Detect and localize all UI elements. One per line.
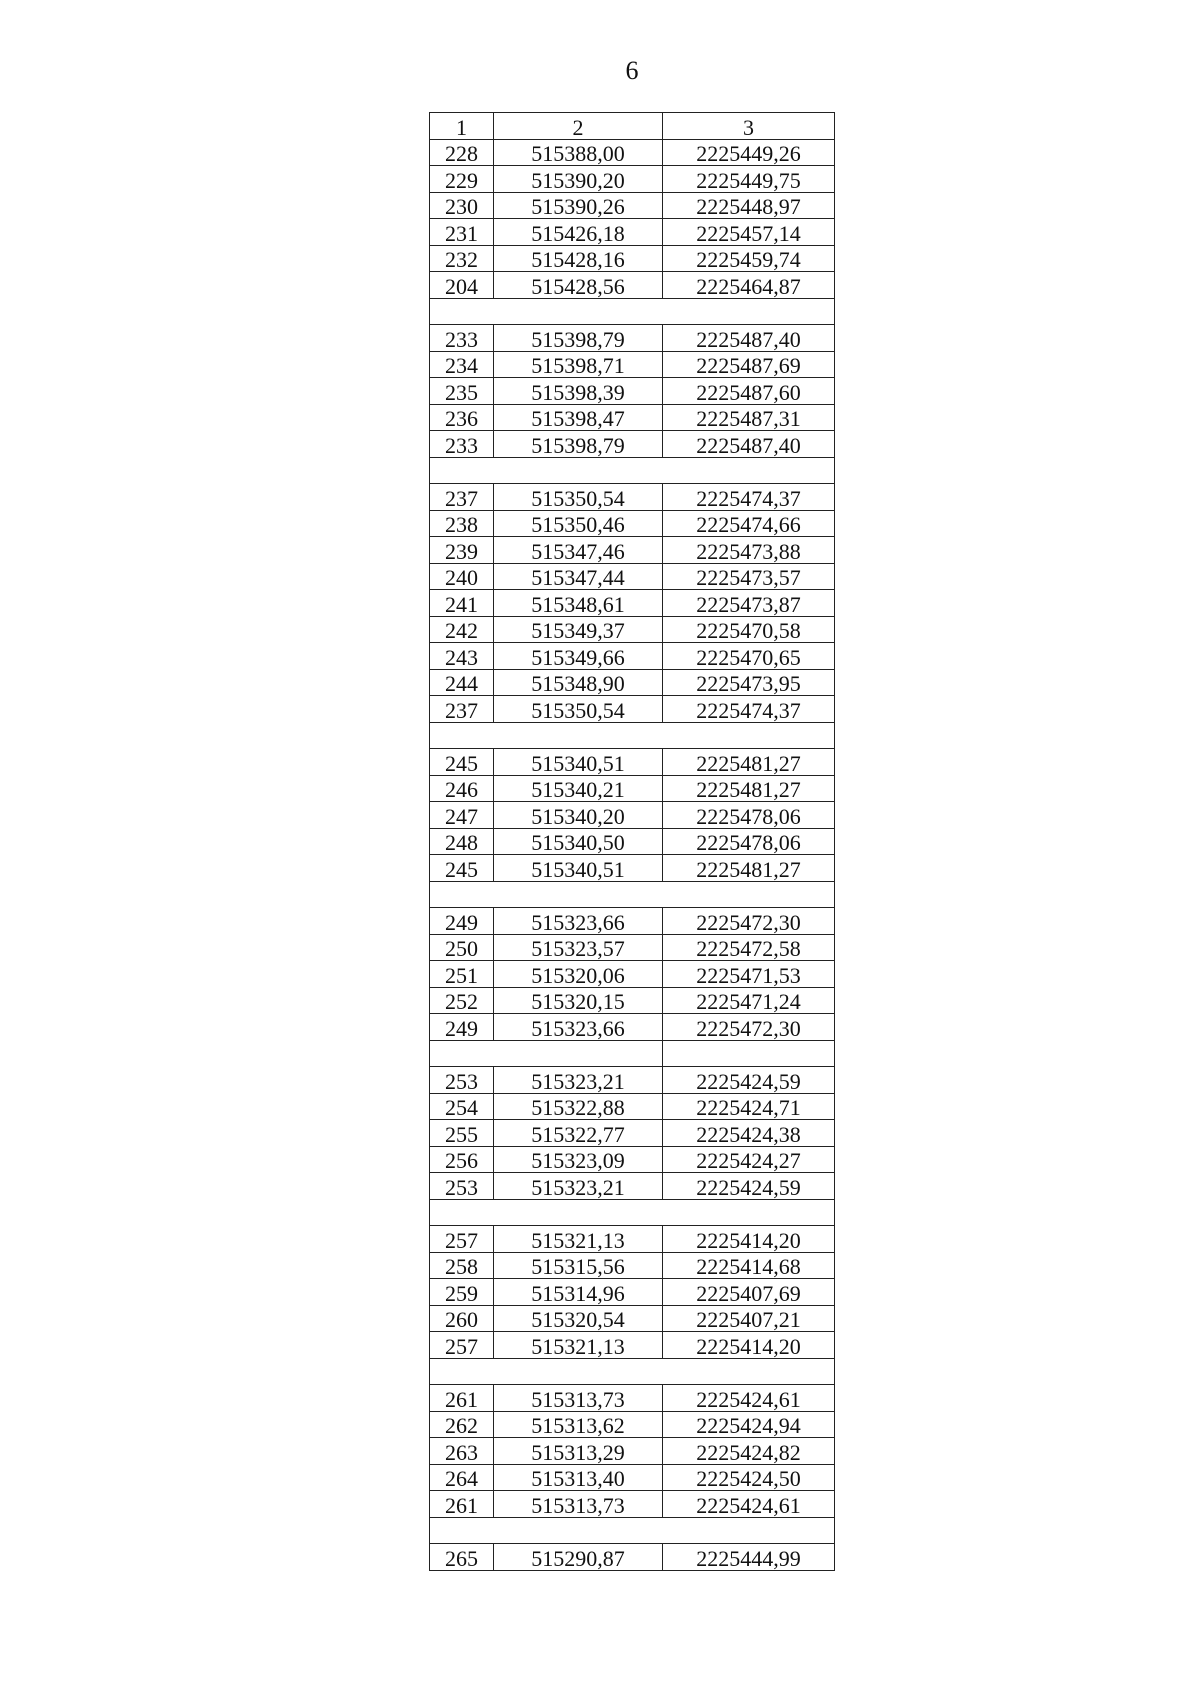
point-number-cell: 204 bbox=[430, 272, 494, 299]
table-row bbox=[430, 378, 835, 405]
y-coordinate-cell: 2225424,59 bbox=[663, 1067, 835, 1094]
y-coordinate-cell: 2225414,68 bbox=[663, 1252, 835, 1279]
y-coordinate-cell: 2225481,27 bbox=[663, 855, 835, 882]
separator-row bbox=[430, 457, 835, 484]
point-number-cell: 235 bbox=[430, 378, 494, 405]
table-row bbox=[430, 139, 835, 166]
y-coordinate-cell: 2225473,95 bbox=[663, 669, 835, 696]
point-number-cell: 261 bbox=[430, 1491, 494, 1518]
header-col-2: 2 bbox=[494, 113, 663, 140]
table-row bbox=[430, 1544, 835, 1571]
x-coordinate-cell: 515398,79 bbox=[494, 431, 663, 458]
table-row bbox=[430, 1411, 835, 1438]
table-row bbox=[430, 987, 835, 1014]
table-row bbox=[430, 192, 835, 219]
point-number-cell: 228 bbox=[430, 139, 494, 166]
table-row bbox=[430, 775, 835, 802]
table-row bbox=[430, 1279, 835, 1306]
point-number-cell: 246 bbox=[430, 775, 494, 802]
point-number-cell: 233 bbox=[430, 325, 494, 352]
x-coordinate-cell: 515323,21 bbox=[494, 1067, 663, 1094]
point-number-cell: 240 bbox=[430, 563, 494, 590]
x-coordinate-cell: 515323,09 bbox=[494, 1146, 663, 1173]
x-coordinate-cell: 515321,13 bbox=[494, 1332, 663, 1359]
separator-cell bbox=[430, 722, 835, 749]
point-number-cell: 229 bbox=[430, 166, 494, 193]
point-number-cell: 257 bbox=[430, 1226, 494, 1253]
point-number-cell: 262 bbox=[430, 1411, 494, 1438]
point-number-cell: 245 bbox=[430, 855, 494, 882]
point-number-cell: 259 bbox=[430, 1279, 494, 1306]
x-coordinate-cell: 515348,61 bbox=[494, 590, 663, 617]
table-row bbox=[430, 1120, 835, 1147]
x-coordinate-cell: 515340,51 bbox=[494, 855, 663, 882]
y-coordinate-cell: 2225444,99 bbox=[663, 1544, 835, 1571]
x-coordinate-cell: 515398,79 bbox=[494, 325, 663, 352]
table-row bbox=[430, 537, 835, 564]
table-row bbox=[430, 166, 835, 193]
point-number-cell: 237 bbox=[430, 696, 494, 723]
x-coordinate-cell: 515347,44 bbox=[494, 563, 663, 590]
x-coordinate-cell: 515323,66 bbox=[494, 908, 663, 935]
table-row bbox=[430, 431, 835, 458]
x-coordinate-cell: 515313,40 bbox=[494, 1464, 663, 1491]
x-coordinate-cell: 515340,21 bbox=[494, 775, 663, 802]
separator-cell bbox=[430, 1358, 835, 1385]
x-coordinate-cell: 515314,96 bbox=[494, 1279, 663, 1306]
y-coordinate-cell: 2225424,38 bbox=[663, 1120, 835, 1147]
point-number-cell: 256 bbox=[430, 1146, 494, 1173]
point-number-cell: 248 bbox=[430, 828, 494, 855]
y-coordinate-cell: 2225474,37 bbox=[663, 484, 835, 511]
x-coordinate-cell: 515323,57 bbox=[494, 934, 663, 961]
separator-row bbox=[430, 298, 835, 325]
y-coordinate-cell: 2225459,74 bbox=[663, 245, 835, 272]
y-coordinate-cell: 2225470,65 bbox=[663, 643, 835, 670]
table-row bbox=[430, 616, 835, 643]
y-coordinate-cell: 2225449,26 bbox=[663, 139, 835, 166]
page-number: 6 bbox=[625, 56, 639, 85]
table-row bbox=[430, 325, 835, 352]
separator-row bbox=[430, 1358, 835, 1385]
table-row bbox=[430, 404, 835, 431]
table-row bbox=[430, 1067, 835, 1094]
table-row bbox=[430, 219, 835, 246]
table-body bbox=[430, 139, 835, 1570]
x-coordinate-cell: 515313,62 bbox=[494, 1411, 663, 1438]
point-number-cell: 249 bbox=[430, 908, 494, 935]
point-number-cell: 247 bbox=[430, 802, 494, 829]
x-coordinate-cell: 515322,77 bbox=[494, 1120, 663, 1147]
x-coordinate-cell: 515315,56 bbox=[494, 1252, 663, 1279]
table-row bbox=[430, 510, 835, 537]
table-row bbox=[430, 1464, 835, 1491]
y-coordinate-cell: 2225449,75 bbox=[663, 166, 835, 193]
point-number-cell: 265 bbox=[430, 1544, 494, 1571]
y-coordinate-cell: 2225471,24 bbox=[663, 987, 835, 1014]
table-row bbox=[430, 749, 835, 776]
x-coordinate-cell: 515350,54 bbox=[494, 696, 663, 723]
table-row bbox=[430, 1252, 835, 1279]
table-row bbox=[430, 1146, 835, 1173]
separator-row bbox=[430, 1040, 835, 1067]
y-coordinate-cell: 2225487,31 bbox=[663, 404, 835, 431]
y-coordinate-cell: 2225464,87 bbox=[663, 272, 835, 299]
point-number-cell: 258 bbox=[430, 1252, 494, 1279]
x-coordinate-cell: 515323,66 bbox=[494, 1014, 663, 1041]
point-number-cell: 252 bbox=[430, 987, 494, 1014]
coordinates-table bbox=[429, 112, 835, 1571]
separator-cell bbox=[663, 1040, 835, 1067]
table-row bbox=[430, 590, 835, 617]
point-number-cell: 251 bbox=[430, 961, 494, 988]
point-number-cell: 253 bbox=[430, 1067, 494, 1094]
point-number-cell: 263 bbox=[430, 1438, 494, 1465]
separator-row bbox=[430, 722, 835, 749]
x-coordinate-cell: 515350,46 bbox=[494, 510, 663, 537]
x-coordinate-cell: 515290,87 bbox=[494, 1544, 663, 1571]
y-coordinate-cell: 2225487,60 bbox=[663, 378, 835, 405]
separator-cell bbox=[430, 1040, 663, 1067]
x-coordinate-cell: 515349,37 bbox=[494, 616, 663, 643]
x-coordinate-cell: 515313,73 bbox=[494, 1491, 663, 1518]
y-coordinate-cell: 2225414,20 bbox=[663, 1226, 835, 1253]
table-row bbox=[430, 961, 835, 988]
y-coordinate-cell: 2225487,69 bbox=[663, 351, 835, 378]
y-coordinate-cell: 2225472,30 bbox=[663, 1014, 835, 1041]
table-row bbox=[430, 1385, 835, 1412]
table-row bbox=[430, 1491, 835, 1518]
x-coordinate-cell: 515323,21 bbox=[494, 1173, 663, 1200]
y-coordinate-cell: 2225474,66 bbox=[663, 510, 835, 537]
point-number-cell: 230 bbox=[430, 192, 494, 219]
point-number-cell: 250 bbox=[430, 934, 494, 961]
point-number-cell: 241 bbox=[430, 590, 494, 617]
x-coordinate-cell: 515322,88 bbox=[494, 1093, 663, 1120]
x-coordinate-cell: 515398,71 bbox=[494, 351, 663, 378]
point-number-cell: 264 bbox=[430, 1464, 494, 1491]
y-coordinate-cell: 2225471,53 bbox=[663, 961, 835, 988]
table-row bbox=[430, 1093, 835, 1120]
separator-cell bbox=[430, 881, 835, 908]
table-row bbox=[430, 351, 835, 378]
y-coordinate-cell: 2225473,57 bbox=[663, 563, 835, 590]
point-number-cell: 243 bbox=[430, 643, 494, 670]
table-row bbox=[430, 272, 835, 299]
point-number-cell: 249 bbox=[430, 1014, 494, 1041]
y-coordinate-cell: 2225407,21 bbox=[663, 1305, 835, 1332]
y-coordinate-cell: 2225470,58 bbox=[663, 616, 835, 643]
y-coordinate-cell: 2225473,88 bbox=[663, 537, 835, 564]
table-row bbox=[430, 1332, 835, 1359]
point-number-cell: 253 bbox=[430, 1173, 494, 1200]
x-coordinate-cell: 515320,06 bbox=[494, 961, 663, 988]
y-coordinate-cell: 2225448,97 bbox=[663, 192, 835, 219]
x-coordinate-cell: 515313,29 bbox=[494, 1438, 663, 1465]
point-number-cell: 245 bbox=[430, 749, 494, 776]
table-row bbox=[430, 1305, 835, 1332]
x-coordinate-cell: 515428,16 bbox=[494, 245, 663, 272]
table-row bbox=[430, 669, 835, 696]
x-coordinate-cell: 515428,56 bbox=[494, 272, 663, 299]
y-coordinate-cell: 2225481,27 bbox=[663, 749, 835, 776]
point-number-cell: 237 bbox=[430, 484, 494, 511]
separator-cell bbox=[430, 1199, 835, 1226]
x-coordinate-cell: 515320,54 bbox=[494, 1305, 663, 1332]
point-number-cell: 234 bbox=[430, 351, 494, 378]
x-coordinate-cell: 515321,13 bbox=[494, 1226, 663, 1253]
x-coordinate-cell: 515426,18 bbox=[494, 219, 663, 246]
y-coordinate-cell: 2225478,06 bbox=[663, 802, 835, 829]
table-row bbox=[430, 908, 835, 935]
y-coordinate-cell: 2225424,71 bbox=[663, 1093, 835, 1120]
y-coordinate-cell: 2225472,30 bbox=[663, 908, 835, 935]
separator-row bbox=[430, 881, 835, 908]
x-coordinate-cell: 515340,51 bbox=[494, 749, 663, 776]
separator-cell bbox=[430, 457, 835, 484]
table-row bbox=[430, 1173, 835, 1200]
y-coordinate-cell: 2225481,27 bbox=[663, 775, 835, 802]
x-coordinate-cell: 515320,15 bbox=[494, 987, 663, 1014]
table-header-row bbox=[430, 113, 835, 140]
x-coordinate-cell: 515313,73 bbox=[494, 1385, 663, 1412]
point-number-cell: 231 bbox=[430, 219, 494, 246]
y-coordinate-cell: 2225472,58 bbox=[663, 934, 835, 961]
point-number-cell: 236 bbox=[430, 404, 494, 431]
table-row bbox=[430, 484, 835, 511]
table-row bbox=[430, 1438, 835, 1465]
header-col-1: 1 bbox=[430, 113, 494, 140]
separator-cell bbox=[430, 1517, 835, 1544]
table-row bbox=[430, 245, 835, 272]
point-number-cell: 254 bbox=[430, 1093, 494, 1120]
x-coordinate-cell: 515398,39 bbox=[494, 378, 663, 405]
y-coordinate-cell: 2225478,06 bbox=[663, 828, 835, 855]
point-number-cell: 255 bbox=[430, 1120, 494, 1147]
y-coordinate-cell: 2225424,61 bbox=[663, 1385, 835, 1412]
table-row bbox=[430, 855, 835, 882]
point-number-cell: 233 bbox=[430, 431, 494, 458]
table-row bbox=[430, 828, 835, 855]
table-row bbox=[430, 934, 835, 961]
x-coordinate-cell: 515350,54 bbox=[494, 484, 663, 511]
table-row bbox=[430, 563, 835, 590]
point-number-cell: 260 bbox=[430, 1305, 494, 1332]
y-coordinate-cell: 2225414,20 bbox=[663, 1332, 835, 1359]
y-coordinate-cell: 2225424,61 bbox=[663, 1491, 835, 1518]
point-number-cell: 238 bbox=[430, 510, 494, 537]
table-row bbox=[430, 1226, 835, 1253]
x-coordinate-cell: 515390,20 bbox=[494, 166, 663, 193]
table-row bbox=[430, 802, 835, 829]
y-coordinate-cell: 2225424,94 bbox=[663, 1411, 835, 1438]
x-coordinate-cell: 515388,00 bbox=[494, 139, 663, 166]
y-coordinate-cell: 2225424,82 bbox=[663, 1438, 835, 1465]
point-number-cell: 244 bbox=[430, 669, 494, 696]
point-number-cell: 261 bbox=[430, 1385, 494, 1412]
point-number-cell: 232 bbox=[430, 245, 494, 272]
y-coordinate-cell: 2225474,37 bbox=[663, 696, 835, 723]
table-row bbox=[430, 696, 835, 723]
y-coordinate-cell: 2225487,40 bbox=[663, 431, 835, 458]
y-coordinate-cell: 2225424,27 bbox=[663, 1146, 835, 1173]
x-coordinate-cell: 515398,47 bbox=[494, 404, 663, 431]
separator-row bbox=[430, 1199, 835, 1226]
header-col-3: 3 bbox=[663, 113, 835, 140]
table-row bbox=[430, 1014, 835, 1041]
y-coordinate-cell: 2225487,40 bbox=[663, 325, 835, 352]
y-coordinate-cell: 2225424,50 bbox=[663, 1464, 835, 1491]
point-number-cell: 242 bbox=[430, 616, 494, 643]
point-number-cell: 239 bbox=[430, 537, 494, 564]
x-coordinate-cell: 515348,90 bbox=[494, 669, 663, 696]
x-coordinate-cell: 515340,20 bbox=[494, 802, 663, 829]
x-coordinate-cell: 515390,26 bbox=[494, 192, 663, 219]
y-coordinate-cell: 2225407,69 bbox=[663, 1279, 835, 1306]
table-row bbox=[430, 643, 835, 670]
point-number-cell: 257 bbox=[430, 1332, 494, 1359]
y-coordinate-cell: 2225457,14 bbox=[663, 219, 835, 246]
x-coordinate-cell: 515349,66 bbox=[494, 643, 663, 670]
y-coordinate-cell: 2225473,87 bbox=[663, 590, 835, 617]
separator-row bbox=[430, 1517, 835, 1544]
separator-cell bbox=[430, 298, 835, 325]
x-coordinate-cell: 515340,50 bbox=[494, 828, 663, 855]
y-coordinate-cell: 2225424,59 bbox=[663, 1173, 835, 1200]
x-coordinate-cell: 515347,46 bbox=[494, 537, 663, 564]
